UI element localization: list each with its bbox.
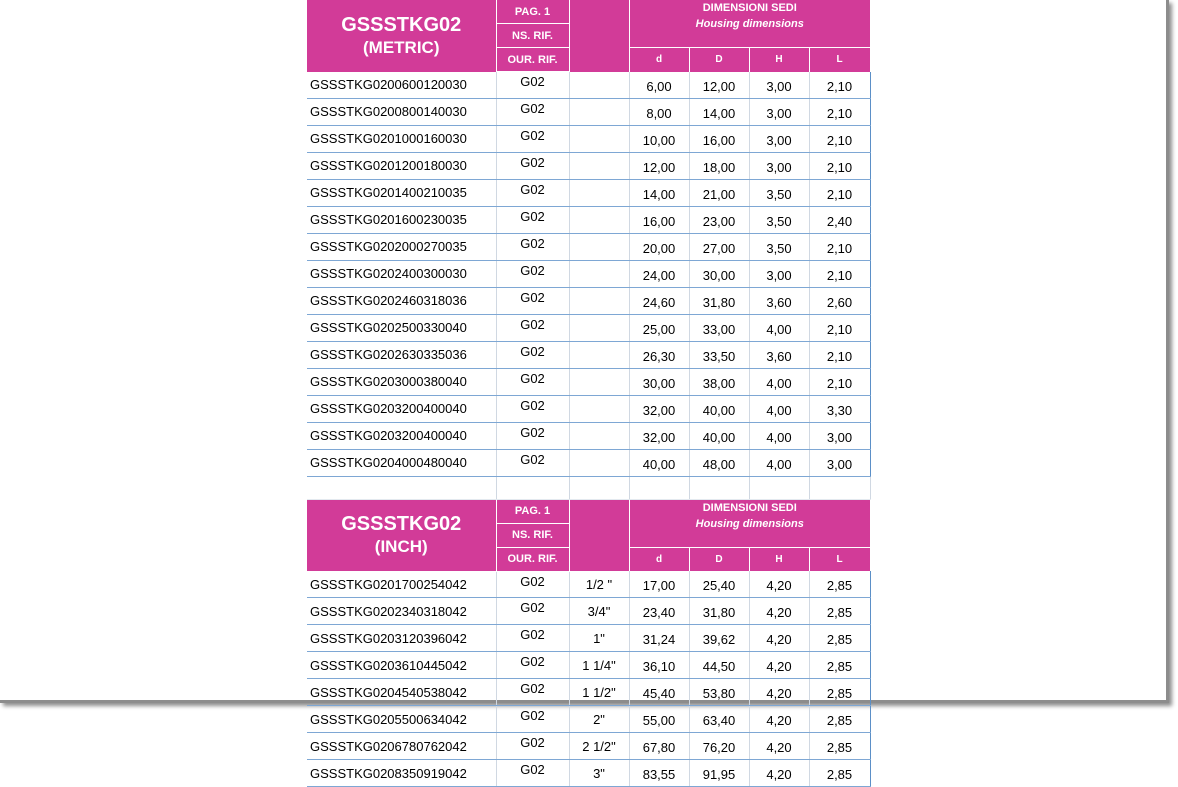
dim-D-cell: 33,00 (689, 314, 749, 341)
dim-d-cell: 16,00 (629, 206, 689, 233)
dim-H-cell: 4,20 (749, 625, 809, 652)
dim-d-cell: 26,30 (629, 341, 689, 368)
dim-H-cell: 4,20 (749, 733, 809, 760)
inch-size-cell (569, 260, 629, 287)
dim-H-cell: 4,00 (749, 449, 809, 476)
table-row (307, 206, 870, 233)
table-row (307, 422, 870, 449)
dim-d-cell: 31,24 (629, 625, 689, 652)
col-D-header: D (689, 48, 749, 72)
table-row (307, 341, 870, 368)
table-row (307, 233, 870, 260)
col-H-header: H (749, 48, 809, 72)
inch-size-cell (569, 341, 629, 368)
dim-L-cell: 2,10 (809, 125, 870, 152)
table-row (307, 314, 870, 341)
dim-D-cell: 12,00 (689, 72, 749, 99)
dim-H-cell: 4,00 (749, 422, 809, 449)
dim-L-cell: 2,10 (809, 314, 870, 341)
our-ref-cell: G02 (496, 422, 569, 449)
part-code-cell: GSSSTKG0200800140030 (307, 98, 496, 125)
inch-size-cell (569, 287, 629, 314)
size-header-cell (569, 0, 629, 72)
dim-D-cell: 30,00 (689, 260, 749, 287)
pag-label: PAG. 1 (496, 499, 569, 523)
inch-size-cell: 1 1/2" (569, 679, 629, 706)
spacer-row (307, 476, 870, 499)
inch-size-cell: 1 1/4" (569, 652, 629, 679)
col-d-header: d (629, 48, 689, 72)
inch-size-cell (569, 72, 629, 99)
dim-D-cell: 38,00 (689, 368, 749, 395)
inch-size-cell (569, 179, 629, 206)
col-H-header: H (749, 547, 809, 571)
col-L-header: L (809, 48, 870, 72)
part-code-cell: GSSSTKG0201000160030 (307, 125, 496, 152)
dim-L-cell: 2,10 (809, 368, 870, 395)
dim-L-cell: 2,85 (809, 760, 870, 787)
spacer (307, 476, 870, 499)
metric-rows (307, 72, 870, 477)
table-row (307, 733, 870, 760)
dim-H-cell: 3,60 (749, 341, 809, 368)
dim-D-cell: 31,80 (689, 287, 749, 314)
dim-L-cell: 3,00 (809, 422, 870, 449)
dim-d-cell: 83,55 (629, 760, 689, 787)
dim-D-cell: 18,00 (689, 152, 749, 179)
part-code-cell: GSSSTKG0203200400040 (307, 395, 496, 422)
dim-d-cell: 14,00 (629, 179, 689, 206)
dim-D-cell: 21,00 (689, 179, 749, 206)
part-code-cell: GSSSTKG0203200400040 (307, 422, 496, 449)
dim-L-cell: 2,10 (809, 179, 870, 206)
part-code-cell: GSSSTKG0206780762042 (307, 733, 496, 760)
dimensioni-header (629, 0, 870, 48)
dim-L-cell: 2,85 (809, 733, 870, 760)
our-ref-cell: G02 (496, 233, 569, 260)
dim-H-cell: 4,20 (749, 571, 809, 598)
dim-D-cell: 40,00 (689, 395, 749, 422)
table-row (307, 125, 870, 152)
inch-title: GSSSTKG02 (341, 513, 462, 536)
table-row (307, 98, 870, 125)
dim-H-cell: 3,60 (749, 287, 809, 314)
dim-H-cell: 4,00 (749, 314, 809, 341)
dim-d-cell: 20,00 (629, 233, 689, 260)
dim-H-cell: 3,50 (749, 179, 809, 206)
inch-size-cell (569, 422, 629, 449)
our-ref-cell: G02 (496, 449, 569, 476)
dim-L-cell: 2,10 (809, 260, 870, 287)
dim-D-cell: 27,00 (689, 233, 749, 260)
inch-size-cell (569, 368, 629, 395)
dimensioni-label: DIMENSIONI SEDI (702, 501, 797, 514)
dim-L-cell: 2,10 (809, 152, 870, 179)
metric-title-cell (307, 0, 496, 72)
dim-H-cell: 3,00 (749, 260, 809, 287)
table-row (307, 571, 870, 598)
col-d-header: d (629, 547, 689, 571)
dim-D-cell: 44,50 (689, 652, 749, 679)
table-row (307, 287, 870, 314)
dim-D-cell: 33,50 (689, 341, 749, 368)
part-code-cell: GSSSTKG0202400300030 (307, 260, 496, 287)
dim-D-cell: 53,80 (689, 679, 749, 706)
dim-D-cell: 25,40 (689, 571, 749, 598)
housing-label: Housing dimensions (695, 18, 804, 30)
dim-D-cell: 40,00 (689, 422, 749, 449)
dim-H-cell: 4,20 (749, 679, 809, 706)
inch-size-cell: 3/4" (569, 598, 629, 625)
dim-D-cell: 76,20 (689, 733, 749, 760)
dim-H-cell: 4,00 (749, 395, 809, 422)
inch-size-cell (569, 395, 629, 422)
our-ref-cell: G02 (496, 625, 569, 652)
inch-size-cell: 1/2 " (569, 571, 629, 598)
dimensioni-label: DIMENSIONI SEDI (702, 2, 797, 14)
inch-size-cell: 2 1/2" (569, 733, 629, 760)
dim-H-cell: 3,50 (749, 206, 809, 233)
size-header-cell (569, 499, 629, 571)
our-ref-cell: G02 (496, 571, 569, 598)
dim-D-cell: 16,00 (689, 125, 749, 152)
dim-d-cell: 24,60 (629, 287, 689, 314)
dim-d-cell: 32,00 (629, 422, 689, 449)
dim-L-cell: 2,40 (809, 206, 870, 233)
dim-H-cell: 4,20 (749, 598, 809, 625)
part-code-cell: GSSSTKG0200600120030 (307, 72, 496, 99)
dim-d-cell: 55,00 (629, 706, 689, 733)
inch-title-cell (307, 499, 496, 571)
table-row (307, 449, 870, 476)
dim-D-cell: 39,62 (689, 625, 749, 652)
inch-size-cell (569, 152, 629, 179)
dim-L-cell: 2,85 (809, 706, 870, 733)
table-row (307, 260, 870, 287)
dim-d-cell: 30,00 (629, 368, 689, 395)
part-code-cell: GSSSTKG0202500330040 (307, 314, 496, 341)
dim-L-cell: 3,00 (809, 449, 870, 476)
dim-D-cell: 91,95 (689, 760, 749, 787)
metric-subtitle: (METRIC) (363, 37, 440, 57)
dim-d-cell: 10,00 (629, 125, 689, 152)
dim-L-cell: 2,85 (809, 679, 870, 706)
inch-size-cell: 2" (569, 706, 629, 733)
dim-D-cell: 23,00 (689, 206, 749, 233)
part-code-cell: GSSSTKG0208350919042 (307, 760, 496, 787)
table-row (307, 625, 870, 652)
part-code-cell: GSSSTKG0203000380040 (307, 368, 496, 395)
dim-D-cell: 14,00 (689, 98, 749, 125)
our-ref-cell: G02 (496, 733, 569, 760)
part-code-cell: GSSSTKG0202000270035 (307, 233, 496, 260)
dim-H-cell: 4,00 (749, 368, 809, 395)
our-ref-cell: G02 (496, 179, 569, 206)
ns-rif-label: NS. RIF. (496, 24, 569, 48)
inch-subtitle: (INCH) (374, 537, 428, 557)
table-row (307, 395, 870, 422)
dim-d-cell: 40,00 (629, 449, 689, 476)
dim-L-cell: 2,85 (809, 598, 870, 625)
dim-d-cell: 6,00 (629, 72, 689, 99)
our-ref-cell: G02 (496, 287, 569, 314)
our-ref-cell: G02 (496, 260, 569, 287)
table-row (307, 706, 870, 733)
metric-title: GSSSTKG02 (341, 13, 462, 36)
dim-D-cell: 63,40 (689, 706, 749, 733)
table-row (307, 368, 870, 395)
our-ref-cell: G02 (496, 368, 569, 395)
table-row (307, 152, 870, 179)
housing-label: Housing dimensions (695, 517, 804, 530)
inch-size-cell (569, 206, 629, 233)
table-row (307, 72, 870, 99)
dim-H-cell: 3,50 (749, 233, 809, 260)
dim-d-cell: 36,10 (629, 652, 689, 679)
part-code-cell: GSSSTKG0202460318036 (307, 287, 496, 314)
inch-size-cell (569, 314, 629, 341)
our-ref-cell: G02 (496, 706, 569, 733)
inch-size-cell (569, 449, 629, 476)
dim-d-cell: 17,00 (629, 571, 689, 598)
dim-d-cell: 25,00 (629, 314, 689, 341)
part-code-cell: GSSSTKG0201200180030 (307, 152, 496, 179)
part-code-cell: GSSSTKG0202340318042 (307, 598, 496, 625)
our-ref-cell: G02 (496, 395, 569, 422)
dim-d-cell: 23,40 (629, 598, 689, 625)
part-code-cell: GSSSTKG0201600230035 (307, 206, 496, 233)
dim-D-cell: 31,80 (689, 598, 749, 625)
dim-d-cell: 45,40 (629, 679, 689, 706)
our-rif-label: OUR. RIF. (496, 48, 569, 72)
table-row (307, 652, 870, 679)
dim-H-cell: 4,20 (749, 760, 809, 787)
metric-section (307, 0, 870, 72)
inch-rows (307, 571, 870, 787)
part-code-cell: GSSSTKG0201700254042 (307, 571, 496, 598)
inch-size-cell (569, 233, 629, 260)
dim-d-cell: 8,00 (629, 98, 689, 125)
part-code-cell: GSSSTKG0203610445042 (307, 652, 496, 679)
our-ref-cell: G02 (496, 125, 569, 152)
part-code-cell: GSSSTKG0204540538042 (307, 679, 496, 706)
dim-H-cell: 3,00 (749, 125, 809, 152)
dim-H-cell: 3,00 (749, 72, 809, 99)
our-rif-label: OUR. RIF. (496, 547, 569, 571)
inch-size-cell: 3" (569, 760, 629, 787)
dim-H-cell: 3,00 (749, 98, 809, 125)
dim-D-cell: 48,00 (689, 449, 749, 476)
our-ref-cell: G02 (496, 598, 569, 625)
dim-L-cell: 2,85 (809, 571, 870, 598)
dim-L-cell: 2,10 (809, 233, 870, 260)
our-ref-cell: G02 (496, 206, 569, 233)
dim-d-cell: 24,00 (629, 260, 689, 287)
table-row (307, 679, 870, 706)
dim-H-cell: 4,20 (749, 706, 809, 733)
ns-rif-label: NS. RIF. (496, 523, 569, 547)
our-ref-cell: G02 (496, 98, 569, 125)
our-ref-cell: G02 (496, 652, 569, 679)
table-row (307, 179, 870, 206)
dim-L-cell: 2,85 (809, 652, 870, 679)
dim-L-cell: 3,30 (809, 395, 870, 422)
our-ref-cell: G02 (496, 152, 569, 179)
inch-section (307, 499, 870, 571)
part-code-cell: GSSSTKG0202630335036 (307, 341, 496, 368)
dim-d-cell: 12,00 (629, 152, 689, 179)
dim-L-cell: 2,85 (809, 625, 870, 652)
inch-size-cell: 1" (569, 625, 629, 652)
dim-L-cell: 2,10 (809, 98, 870, 125)
our-ref-cell: G02 (496, 760, 569, 787)
our-ref-cell: G02 (496, 679, 569, 706)
our-ref-cell: G02 (496, 314, 569, 341)
inch-size-cell (569, 125, 629, 152)
dim-d-cell: 67,80 (629, 733, 689, 760)
col-D-header: D (689, 547, 749, 571)
part-code-cell: GSSSTKG0204000480040 (307, 449, 496, 476)
table-row (307, 598, 870, 625)
dim-L-cell: 2,60 (809, 287, 870, 314)
part-code-cell: GSSSTKG0203120396042 (307, 625, 496, 652)
dim-H-cell: 4,20 (749, 652, 809, 679)
our-ref-cell: G02 (496, 341, 569, 368)
dim-L-cell: 2,10 (809, 341, 870, 368)
col-L-header: L (809, 547, 870, 571)
dim-d-cell: 32,00 (629, 395, 689, 422)
inch-size-cell (569, 98, 629, 125)
table-row (307, 760, 870, 787)
dimensioni-header (629, 499, 870, 547)
spreadsheet (307, 0, 870, 787)
our-ref-cell: G02 (496, 72, 569, 99)
dimensions-table (307, 0, 871, 787)
part-code-cell: GSSSTKG0205500634042 (307, 706, 496, 733)
dim-L-cell: 2,10 (809, 72, 870, 99)
part-code-cell: GSSSTKG0201400210035 (307, 179, 496, 206)
pag-label: PAG. 1 (496, 0, 569, 24)
dim-H-cell: 3,00 (749, 152, 809, 179)
